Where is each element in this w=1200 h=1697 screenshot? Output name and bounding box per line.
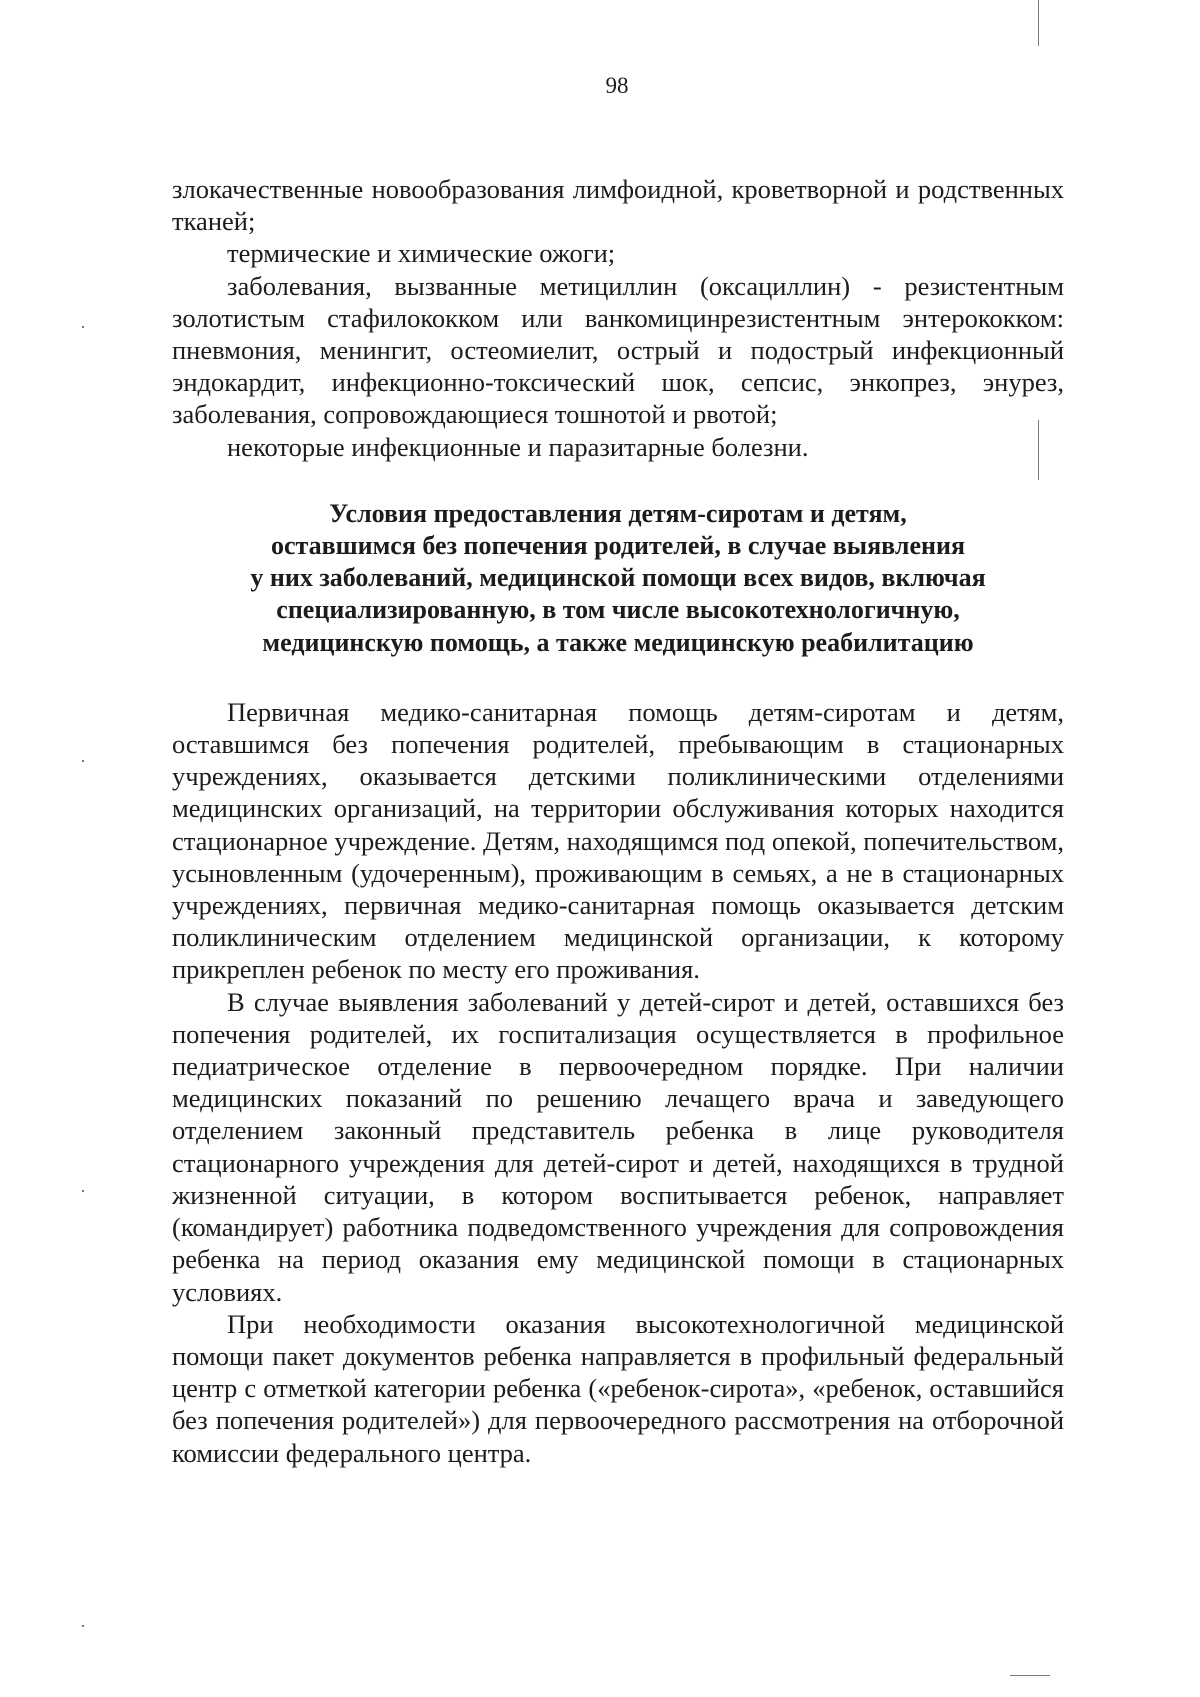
section-heading <box>172 498 1064 659</box>
list-item: термические и химические ожоги; <box>227 238 616 269</box>
list-item: заболевания, вызванные метициллин (оксациллин) - резистентным золотистым стафилококком или ванкомицинрезистентным энтерококком: пневмония, менингит, остеомиелит, острый и подострый инфекционный эндокардит, инфекционно-токсический шок, сепсис, энкопрез, энурез, заболевания, сопровождающиеся тошнотой и рвотой; <box>172 270 1064 430</box>
body-paragraph: Первичная медико-санитарная помощь детям-сиротам и детям, оставшимся без попечения родителей, пребывающим в стационарных учреждениях, оказывается детскими поликлиническими отделениями медицинских организаций, на территории обслуживания которых находится стационарное учреждение. Детям, находящимся под опекой, попечительством, усыновленным (удочеренным), проживающим в семьях, а не в стационарных учреждениях, первичная медико-санитарная помощь оказывается детским поликлиническим отделением медицинской организации, к которому прикреплен ребенок по месту его проживания. <box>172 696 1064 985</box>
body-paragraph: В случае выявления заболеваний у детей-сирот и детей, оставшихся без попечения родителей, их госпитализация осуществляется в профильное педиатрическое отделение в первоочередном порядке. При наличии медицинских показаний по решению лечащего врача и заведующего отделением законный представитель ребенка в лице руководителя стационарного учреждения для детей-сирот и детей, находящихся в трудной жизненной ситуации, в котором воспитывается ребенок, направляет (командирует) работника подведомственного учреждения для сопровождения ребенка на период оказания ему медицинской помощи в стационарных условиях. <box>172 986 1064 1307</box>
scan-artifact <box>1038 420 1039 480</box>
scan-artifact <box>1038 0 1039 46</box>
scan-artifact <box>82 1190 84 1192</box>
page-number: 98 <box>605 73 629 98</box>
scan-artifact <box>82 1625 84 1627</box>
list-item: некоторые инфекционные и паразитарные болезни. <box>227 431 809 462</box>
body-paragraph: При необходимости оказания высокотехнологичной медицинской помощи пакет документов ребенка направляется в профильный федеральный центр с отметкой категории ребенка («ребенок-сирота», «ребенок, оставшийся без попечения родителей») для первоочередного рассмотрения на отборочной комиссии федерального центра. <box>172 1308 1064 1468</box>
heading-line: медицинскую помощь, а также медицинскую реабилитацию <box>262 627 974 657</box>
scan-artifact <box>1010 1675 1050 1676</box>
heading-line: Условия предоставления детям-сиротам и детям, <box>329 498 907 528</box>
document-body <box>172 173 1064 1469</box>
heading-line: оставшимся без попечения родителей, в случае выявления <box>270 531 966 561</box>
list-item: злокачественные новообразования лимфоидной, кроветворной и родственных тканей; <box>172 174 1064 237</box>
heading-line: специализированную, в том числе высокотехнологичную, <box>276 595 960 625</box>
scan-artifact <box>82 326 84 328</box>
scan-artifact <box>82 760 84 762</box>
heading-line: у них заболеваний, медицинской помощи всех видов, включая <box>250 563 986 593</box>
